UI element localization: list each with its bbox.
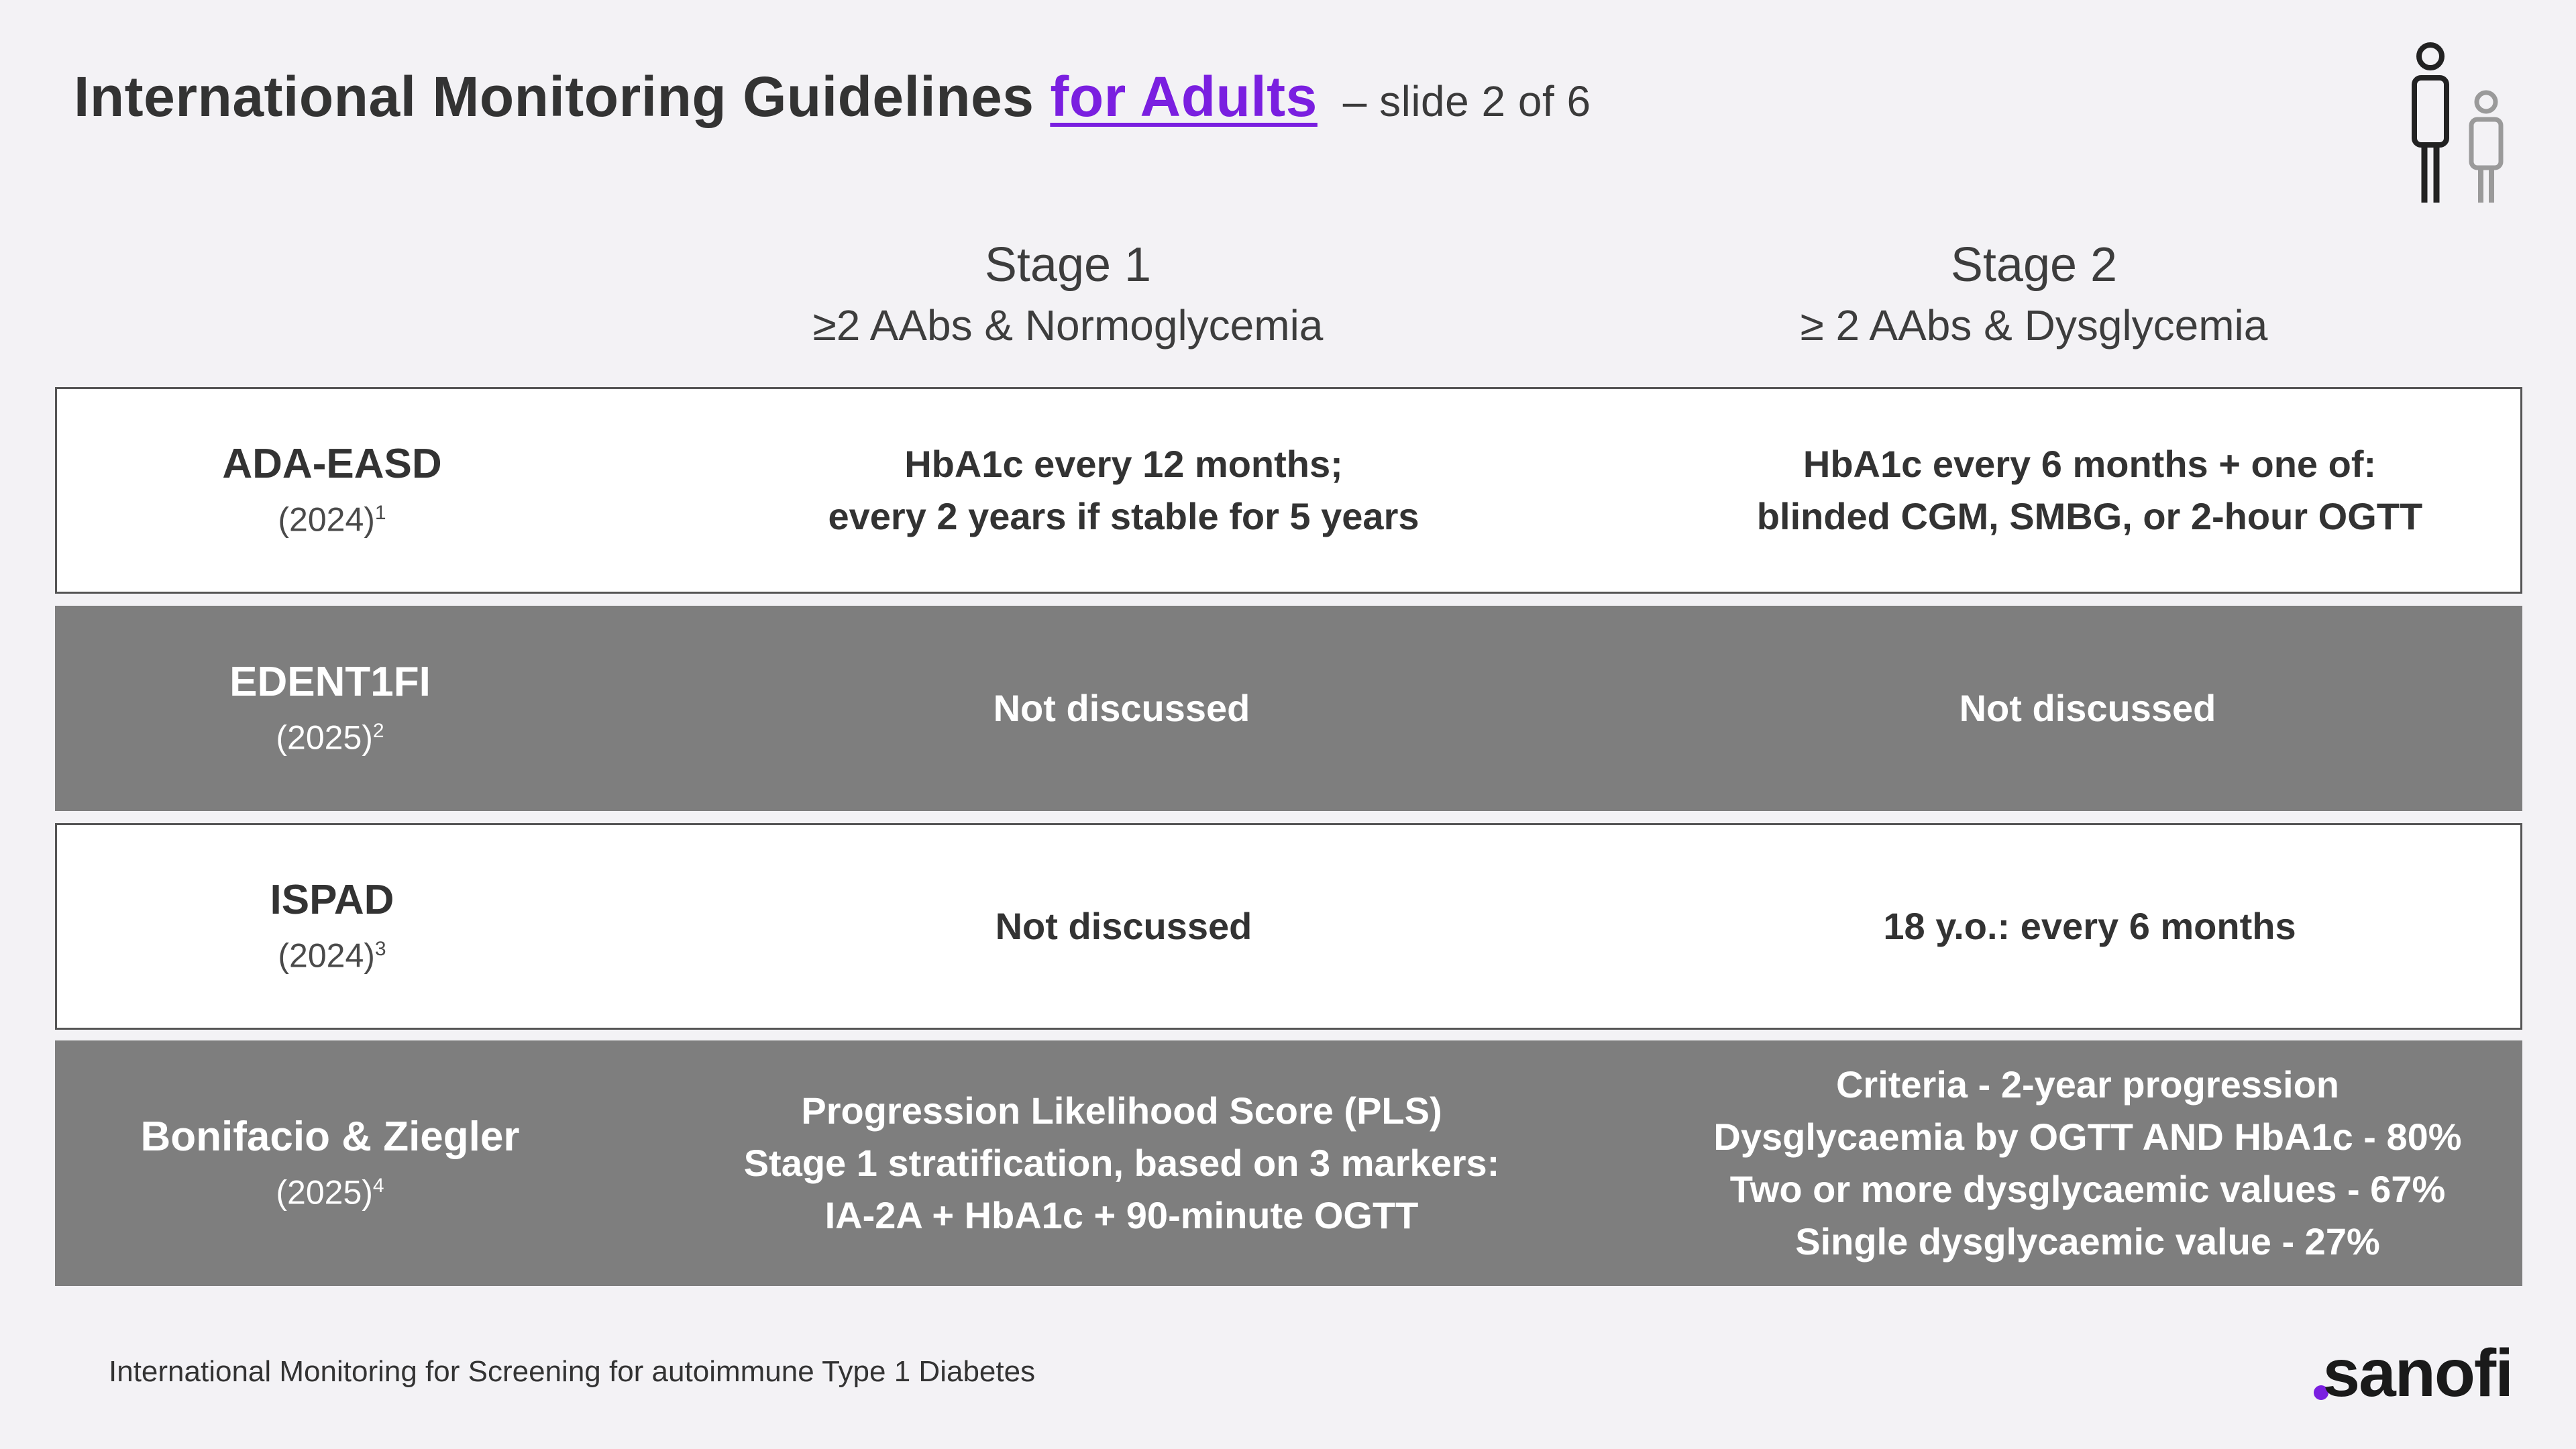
guideline-year: $(2024)^3$ bbox=[278, 936, 386, 975]
reference-number: 1 bbox=[374, 502, 386, 525]
reference-number: 4 bbox=[372, 1175, 384, 1197]
stage-1-description: ≥2 AAbs & Normoglycemia bbox=[812, 301, 1324, 350]
stage-1-line: Not discussed bbox=[995, 905, 1252, 947]
stage-2-line: Criteria - 2-year progression bbox=[1835, 1063, 2340, 1106]
table-row-ada-easd bbox=[55, 387, 2522, 594]
stage-1-cell bbox=[639, 1040, 1605, 1286]
stage-2-name: Stage 2 bbox=[1950, 238, 2118, 292]
guideline-cell bbox=[57, 389, 607, 592]
stage-2-description: ≥ 2 AAbs & Dysglycemia bbox=[1800, 301, 2268, 350]
stage-2-cell bbox=[1607, 825, 2573, 1028]
footer-caption: International Monitoring for Screening for autoimmune Type 1 Diabetes bbox=[109, 1355, 1036, 1388]
stage-2-line: Two or more dysglycaemic values - 67% bbox=[1729, 1168, 2446, 1210]
guideline-name: EDENT1FI bbox=[229, 659, 431, 706]
table-row-ispad bbox=[55, 823, 2522, 1030]
stage-2-line: 18 y.o.: every 6 months bbox=[1883, 905, 2296, 947]
stage-2-line: Not discussed bbox=[1959, 687, 2216, 729]
stage-1-cell bbox=[641, 389, 1607, 592]
for-adults-link[interactable]: for Adults bbox=[1050, 65, 1318, 128]
guideline-cell bbox=[55, 1040, 605, 1286]
sanofi-logo bbox=[2314, 1335, 2512, 1412]
slide-title bbox=[74, 64, 1591, 129]
stage-1-line: HbA1c every 12 months; bbox=[904, 443, 1343, 485]
stage-2-cell bbox=[1607, 389, 2573, 592]
stage-2-line: Single dysglycaemic value - 27% bbox=[1795, 1220, 2380, 1263]
stage-2-header bbox=[1551, 235, 2517, 356]
stage-1-line: every 2 years if stable for 5 years bbox=[828, 495, 1419, 537]
guideline-cell bbox=[57, 825, 607, 1028]
guideline-name: ADA-EASD bbox=[222, 441, 442, 488]
guideline-cell bbox=[55, 606, 605, 811]
stage-1-line: Progression Likelihood Score (PLS) bbox=[801, 1089, 1442, 1132]
stage-1-cell bbox=[639, 606, 1605, 811]
guideline-year: $(2025)^2$ bbox=[276, 718, 384, 757]
title-main: International Monitoring Guidelines bbox=[74, 65, 1034, 128]
guideline-name: Bonifacio & Ziegler bbox=[140, 1114, 520, 1161]
stage-1-line: Stage 1 stratification, based on 3 markers: bbox=[743, 1142, 1500, 1184]
stage-2-line: Dysglycaemia by OGTT AND HbA1c - 80% bbox=[1713, 1116, 2462, 1158]
stage-2-cell bbox=[1605, 606, 2571, 811]
stage-1-header bbox=[585, 235, 1551, 356]
stage-2-line: blinded CGM, SMBG, or 2-hour OGTT bbox=[1756, 495, 2423, 537]
logo-text: sanofi bbox=[2322, 1336, 2512, 1411]
adult-and-child-people-icon bbox=[2395, 34, 2516, 215]
guideline-year: $(2025)^4$ bbox=[276, 1173, 384, 1212]
table-row-edent1fi bbox=[55, 606, 2522, 811]
guideline-year: $(2024)^1$ bbox=[278, 500, 386, 539]
guideline-name: ISPAD bbox=[270, 877, 394, 924]
slide-counter: – slide 2 of 6 bbox=[1342, 77, 1591, 125]
reference-number: 3 bbox=[374, 938, 386, 961]
table-row-bonifacio-ziegler bbox=[55, 1040, 2522, 1286]
reference-number: 2 bbox=[372, 720, 384, 743]
stage-1-line: IA-2A + HbA1c + 90-minute OGTT bbox=[824, 1194, 1419, 1236]
stage-1-cell bbox=[641, 825, 1607, 1028]
stage-1-line: Not discussed bbox=[993, 687, 1250, 729]
stage-2-cell bbox=[1605, 1040, 2571, 1286]
stage-2-line: HbA1c every 6 months + one of: bbox=[1803, 443, 2377, 485]
stage-1-name: Stage 1 bbox=[984, 238, 1152, 292]
